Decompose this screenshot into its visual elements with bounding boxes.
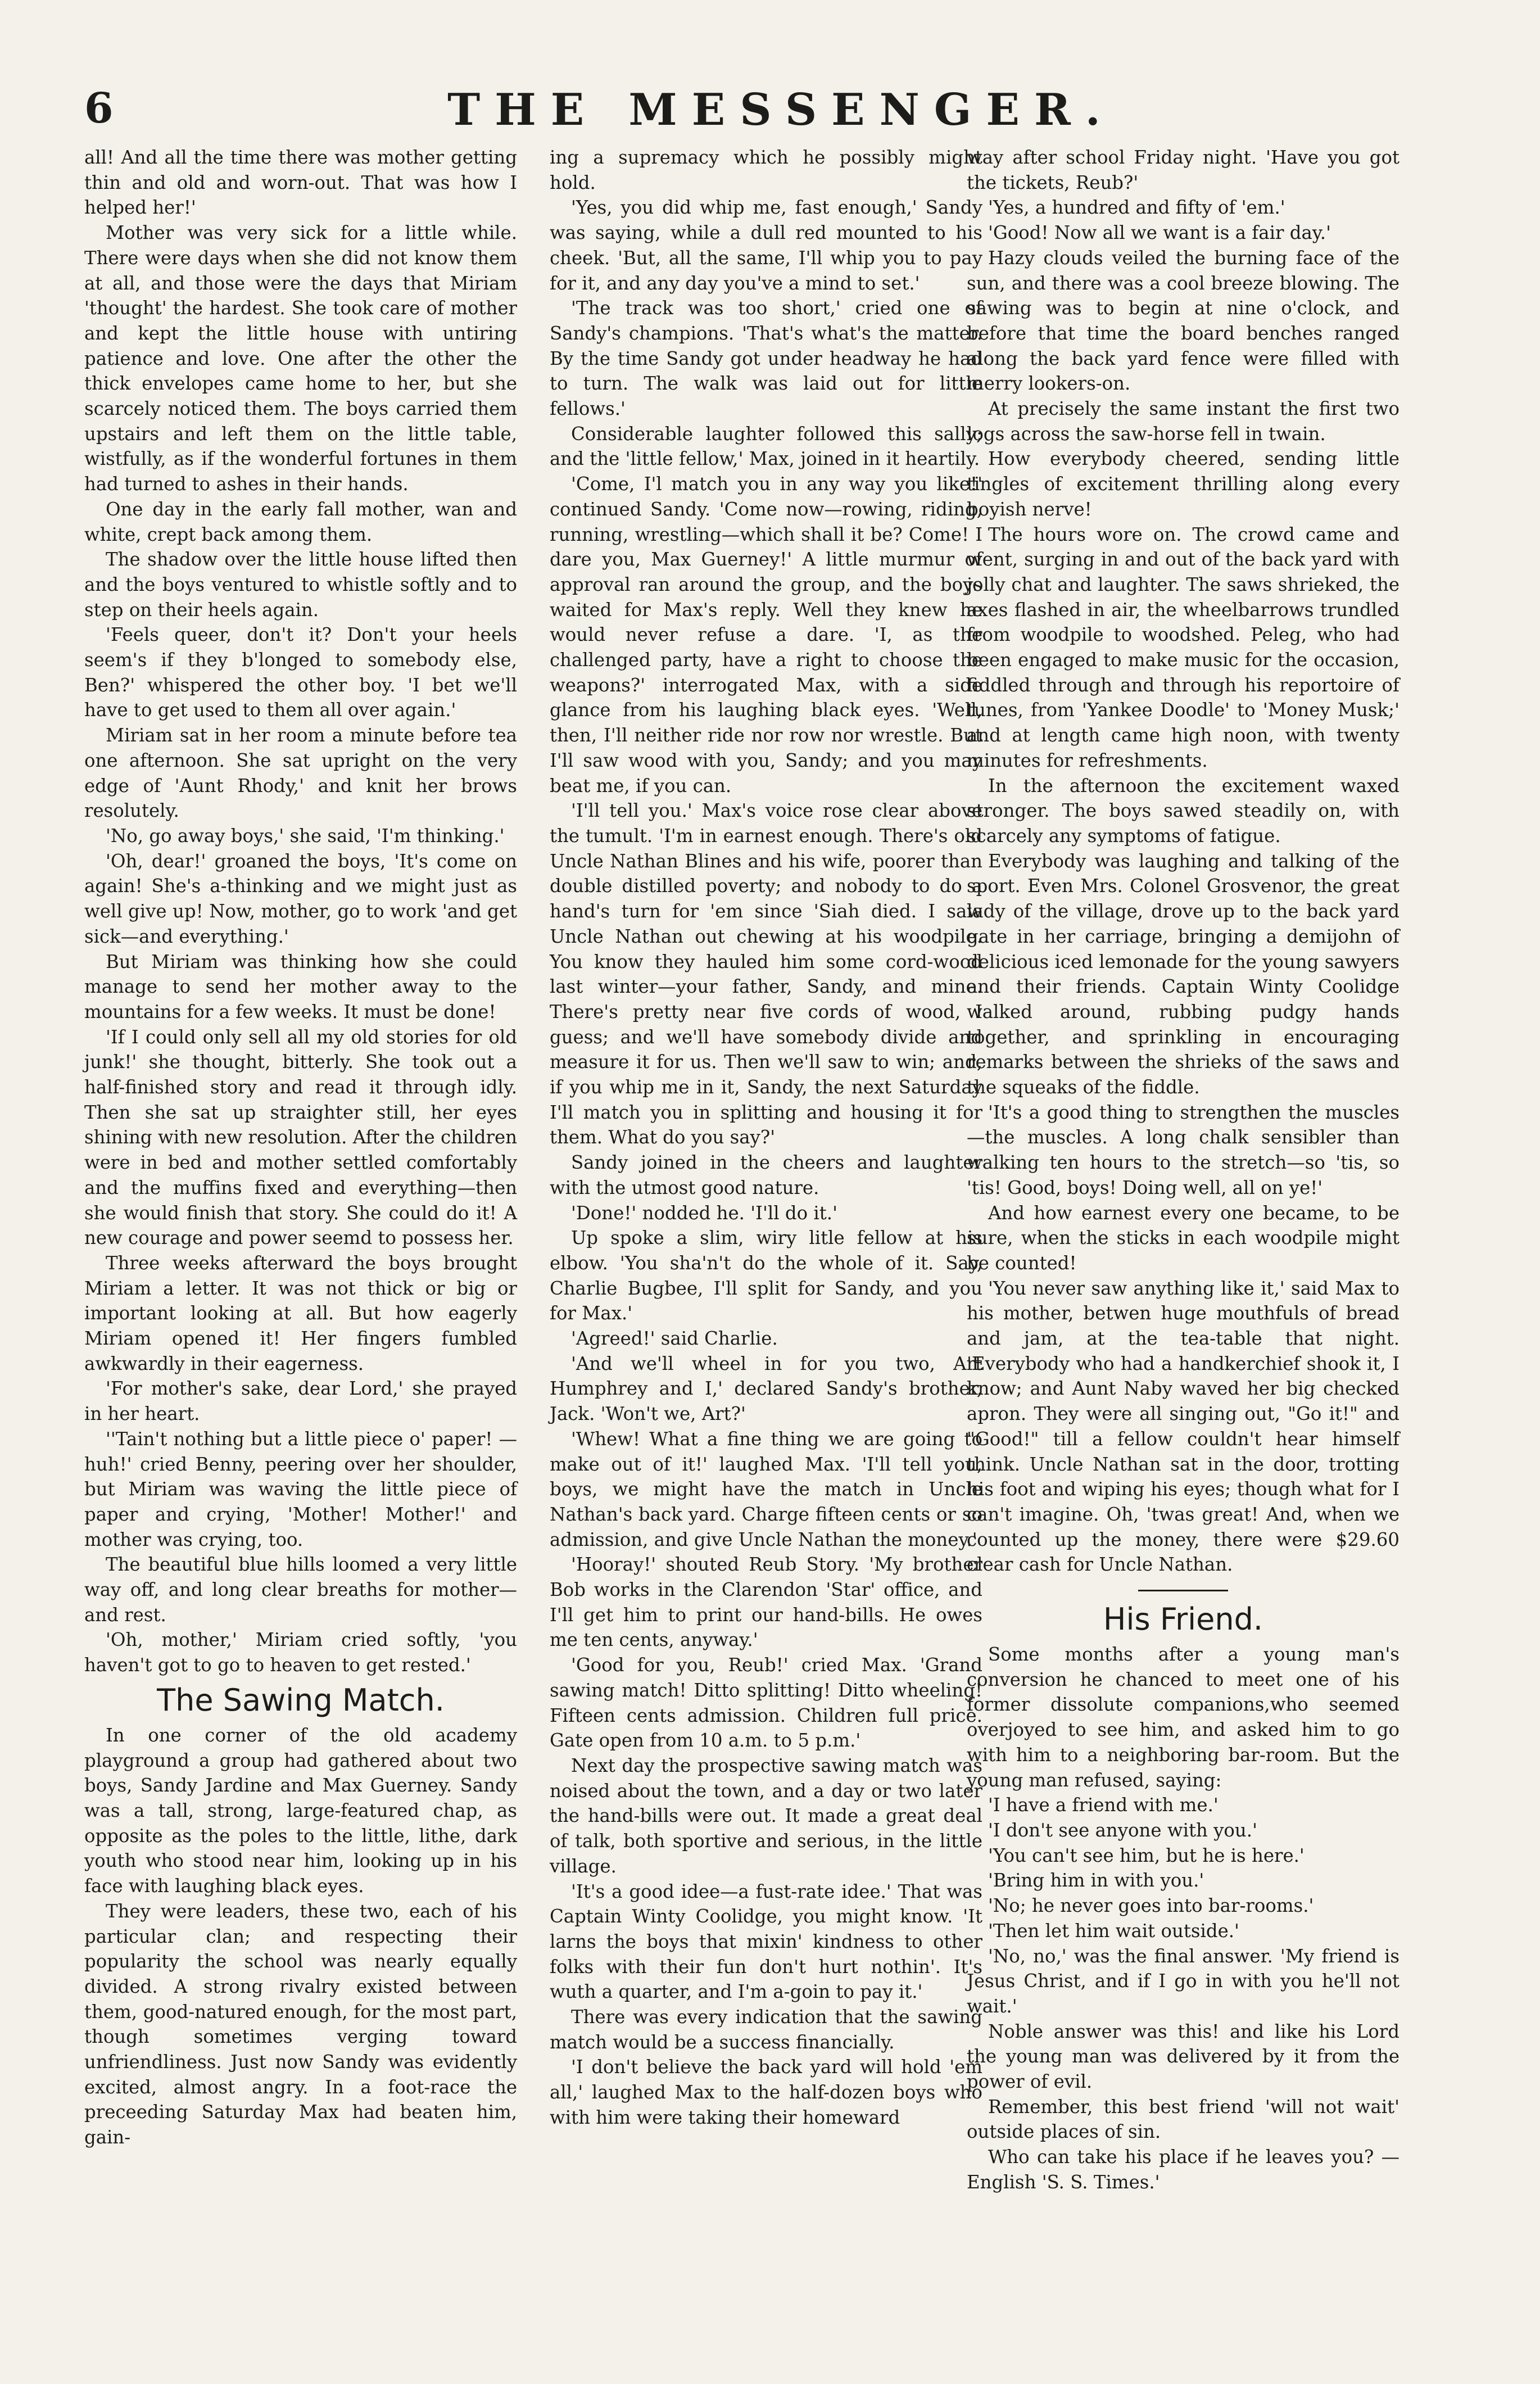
paragraph: ''Tain't nothing but a little piece o' paper! —huh!' cried Benny, peering over her shoulder, but Miriam was waving the little piece of paper and crying, 'Mother! Mother!' and mother was crying, too. [84, 1428, 517, 1550]
paragraph: 'You never saw anything like it,' said Max to his mother, betwen huge mouthfuls of bread and jam, at the tea-table that night. 'Everybody who had a handkerchief shook it, I know; and Aunt Naby waved her big checked apron. They were all singing out, "Go it!" and "Good!" till a fellow couldn't hear himself think. Uncle Nathan sat in the door, trotting his foot and wiping his eyes; though what for I can't imagine. Oh, 'twas great! And, when we counted up the money, there were $29.60 clear cash for Uncle Nathan. [967, 1277, 1399, 1576]
paragraph: One day in the early fall mother, wan and white, crept back among them. [84, 498, 517, 545]
paragraph: 'Bring him in with you.' [988, 1870, 1204, 1892]
paragraph: 'No; he never goes into bar-rooms.' [988, 1895, 1314, 1917]
paragraph: 'Whew! What a fine thing we are going to make out of it!' laughed Max. 'I'll tell you, boys, we might have the match in Uncle Nathan's back yard. Charge fifteen cents or so admission, and give Uncle Nathan the money.' [550, 1428, 982, 1550]
paragraph: How everybody cheered, sending little tingles of excitement thrilling along every boyish nerve! [967, 448, 1399, 520]
column-3 [967, 145, 1399, 2195]
paragraph: But Miriam was thinking how she could manage to send her mother away to the mountains for a few weeks. It must be done! [84, 951, 517, 1023]
paragraph: 'It's a good idee—a fust-rate idee.' That was Captain Winty Coolidge, you might know. 'It larns the boys that mixin' kindness to other folks with their fun don't hurt nothin'. It's wuth a quarter, and I'm a-goin to pay it.' [550, 1880, 982, 2003]
column-2 [550, 145, 982, 2130]
paragraph: 'Agreed!' said Charlie. [571, 1328, 778, 1350]
paragraph: Next day the prospective sawing match was noised about the town, and a day or two later the hand-bills were out. It made a great deal of talk, both sportive and serious, in the little village. [550, 1755, 982, 1877]
article-heading-his-friend: His Friend. [1103, 1602, 1263, 1637]
paragraph: 'I have a friend with me.' [988, 1794, 1219, 1816]
paragraph: In the afternoon the excitement waxed stronger. The boys sawed steadily on, with scarcely any symptoms of fatigue. [967, 775, 1399, 847]
paragraph: 'Then let him wait outside.' [988, 1920, 1239, 1942]
paragraph: Mother was very sick for a little while. There were days when she did not know them at all, and those were the days that Miriam 'thought' the hardest. She took care of mother and kept the little house with untiring patience and love. One after the other the thick envelopes came home to her, but she scarcely noticed them. The boys carried them upstairs and left them on the little table, wistfully, as if the wonderful fortunes in them had turned to ashes in their hands. [84, 222, 517, 495]
paragraph: Everybody was laughing and talking of the sport. Even Mrs. Colonel Grosvenor, the great lady of the village, drove up to the back yard gate in her carriage, bringing a demijohn of delicious iced lemonade for the young sawyers and their friends. Captain Winty Coolidge walked around, rubbing pudgy hands together, and sprinkling in encouraging remarks between the shrieks of the saws and the squeaks of the fiddle. [967, 850, 1399, 1098]
paragraph: 'I don't believe the back yard will hold 'em all,' laughed Max to the half-dozen boys who with him were taking their homeward [550, 2056, 982, 2128]
paragraph: 'If I could only sell all my old stories for old junk!' she thought, bitterly. She took out a half-finished story and read it through idly. Then she sat up straighter still, her eyes shining with new resolution. After the children were in bed and mother settled comfortably and the muffins fixed and everything—then she would finish that story. She could do it! A new courage and power seemd to possess her. [84, 1026, 517, 1249]
section-divider [1138, 1590, 1228, 1591]
paragraph: 'The track was too short,' cried one of Sandy's champions. 'That's what's the matter. By the time Sandy got under headway he had to turn. The walk was laid out for little fellows.' [550, 297, 982, 420]
paragraph: 'Yes, a hundred and fifty of 'em.' [988, 197, 1285, 219]
paragraph: 'Feels queer, don't it? Don't your heels seem's if they b'longed to somebody else, Ben?' whispered the other boy. 'I bet we'll have to get used to them all over again.' [84, 624, 517, 721]
paragraph: Considerable laughter followed this sally; and the 'little fellow,' Max, joined in it heartily. [550, 423, 982, 470]
paragraph: way after school Friday night. 'Have you got the tickets, Reub?' [967, 147, 1399, 193]
paragraph: In one corner of the old academy playground a group had gathered about two boys, Sandy Jardine and Max Guerney. Sandy was a tall, strong, large-featured chap, as opposite as the poles to the little, lithe, dark youth who stood near him, looking up in his face with laughing black eyes. [84, 1724, 517, 1897]
paragraph: 'Oh, dear!' groaned the boys, 'It's come on again! She's a-thinking and we might just as well give up! Now, mother, go to work 'and get sick—and everything.' [84, 850, 517, 947]
paragraph: Up spoke a slim, wiry litle fellow at his elbow. 'You sha'n't do the whole of it. Say, Charlie Bugbee, I'll split for Sandy, and you for Max.' [550, 1227, 982, 1324]
paragraph: There was every indication that the sawing match would be a success financially. [550, 2006, 982, 2053]
paragraph: They were leaders, these two, each of his particular clan; and respecting their popularity the school was nearly equally divided. A strong rivalry existed between them, good-natured enough, for the most part, though sometimes verging toward unfriendliness. Just now Sandy was evidently excited, almost angry. In a foot-race the preceeding Saturday Max had beaten him, gain- [84, 1900, 517, 2148]
paragraph: 'Yes, you did whip me, fast enough,' Sandy was saying, while a dull red mounted to his cheek. 'But, all the same, I'll whip you to pay for it, and any day you've a mind to set.' [550, 197, 982, 294]
paragraph: 'Come, I'l match you in any way you like!' continued Sandy. 'Come now—rowing, riding, running, wrestling—which shall it be? Come! I dare you, Max Guerney!' A little murmur of approval ran around the group, and the boys waited for Max's reply. Well they knew he would never refuse a dare. 'I, as the challenged party, have a right to choose the weapons?' interrogated Max, with a side glance from his laughing black eyes. 'Well, then, I'll neither ride nor row nor wrestle. But I'll saw wood with you, Sandy; and you may beat me, if you can. [550, 473, 982, 797]
paragraph: Three weeks afterward the boys brought Miriam a letter. It was not thick or big or important looking at all. But how eagerly Miriam opened it! Her fingers fumbled awkwardly in their eagerness. [84, 1252, 517, 1374]
paragraph: all! And all the time there was mother getting thin and old and worn-out. That was how I helped her!' [84, 147, 517, 219]
paragraph: Noble answer was this! and like his Lord the young man was delivered by it from the power of evil. [967, 2020, 1399, 2093]
paragraph: The hours wore on. The crowd came and went, surging in and out of the back yard with jolly chat and laughter. The saws shrieked, the axes flashed in air, the wheelbarrows trundled from woodpile to woodshed. Peleg, who had been engaged to make music for the occasion, fiddled through and through his reportoire of tunes, from 'Yankee Doodle' to 'Money Musk;' and at length came high noon, with twenty minutes for refreshments. [967, 523, 1399, 771]
paragraph: The beautiful blue hills loomed a very little way off, and long clear breaths for mother—and rest. [84, 1554, 517, 1626]
article-heading-sawing-match: The Sawing Match. [157, 1682, 445, 1718]
paragraph: 'For mother's sake, dear Lord,' she prayed in her heart. [84, 1378, 517, 1425]
paragraph: Who can take his place if he leaves you? —English 'S. S. Times.' [967, 2146, 1399, 2193]
paper-title: THE MESSENGER. [447, 84, 1115, 135]
paragraph: Remember, this best friend 'will not wait' outside places of sin. [967, 2096, 1399, 2143]
paragraph: Miriam sat in her room a minute before tea one afternoon. She sat upright on the very edge of 'Aunt Rhody,' and knit her brows resolutely. [84, 725, 517, 822]
paragraph: 'And we'll wheel in for you two, Art Humphrey and I,' declared Sandy's brother, Jack. 'Won't we, Art?' [550, 1352, 982, 1425]
paragraph: At precisely the same instant the first two logs across the saw-horse fell in twain. [967, 398, 1399, 445]
paragraph: 'No, go away boys,' she said, 'I'm thinking.' [106, 825, 505, 847]
paragraph: 'I'll tell you.' Max's voice rose clear above the tumult. 'I'm in earnest enough. There's old Uncle Nathan Blines and his wife, poorer than double distilled poverty; and nobody to do a hand's turn for 'em since 'Siah died. I saw Uncle Nathan out chewing at his woodpile. You know they hauled him some cord-wood last winter—your father, Sandy, and mine. There's pretty near five cords of wood, I guess; and we'll have somebody divide and measure it for us. Then we'll saw to win; and, if you whip me in it, Sandy, the next Saturday I'll match you in splitting and housing it for them. What do you say?' [550, 800, 982, 1148]
column-1 [84, 145, 517, 2150]
paragraph: And how earnest every one became, to be sure, when the sticks in each woodpile might be counted! [967, 1202, 1399, 1274]
paragraph: Some months after a young man's conversion he chanced to meet one of his former dissolute companions,who seemed overjoyed to see him, and asked him to go with him to a neighboring bar-room. But the young man refused, saying: [967, 1644, 1399, 1791]
page-number: 6 [84, 84, 114, 133]
paragraph: 'Hooray!' shouted Reub Story. 'My brother Bob works in the Clarendon 'Star' office, and I'll get him to print our hand-bills. He owes me ten cents, anyway.' [550, 1554, 982, 1651]
paragraph: Sandy joined in the cheers and laughter with the utmost good nature. [550, 1152, 982, 1198]
paragraph: 'You can't see him, but he is here.' [988, 1844, 1305, 1866]
paragraph: 'Oh, mother,' Miriam cried softly, 'you haven't got to go to heaven to get rested.' [84, 1629, 517, 1676]
masthead [84, 84, 1478, 146]
paragraph: 'No, no,' was the final answer. 'My friend is Jesus Christ, and if I go in with you he'll not wait.' [967, 1945, 1399, 2017]
paragraph: Hazy clouds veiled the burning face of the sun, and there was a cool breeze blowing. The sawing was to begin at nine o'clock, and before that time the board benches ranged along the back yard fence were filled with merry lookers-on. [967, 247, 1399, 395]
paragraph: 'Good! Now all we want is a fair day.' [988, 222, 1331, 244]
paragraph: 'Done!' nodded he. 'I'll do it.' [571, 1202, 837, 1224]
paragraph: 'Good for you, Reub!' cried Max. 'Grand sawing match! Ditto splitting! Ditto wheeling! Fifteen cents admission. Children full price. Gate open from 10 a.m. to 5 p.m.' [550, 1654, 982, 1752]
paragraph: ing a supremacy which he possibly might hold. [550, 147, 982, 193]
paragraph: 'It's a good thing to strengthen the muscles—the muscles. A long chalk sensibler than walking ten hours to the stretch—so 'tis, so 'tis! Good, boys! Doing well, all on ye!' [967, 1101, 1399, 1198]
paragraph: 'I don't see anyone with you.' [988, 1820, 1257, 1841]
paragraph: The shadow over the little house lifted then and the boys ventured to whistle softly and to step on their heels again. [84, 549, 517, 621]
